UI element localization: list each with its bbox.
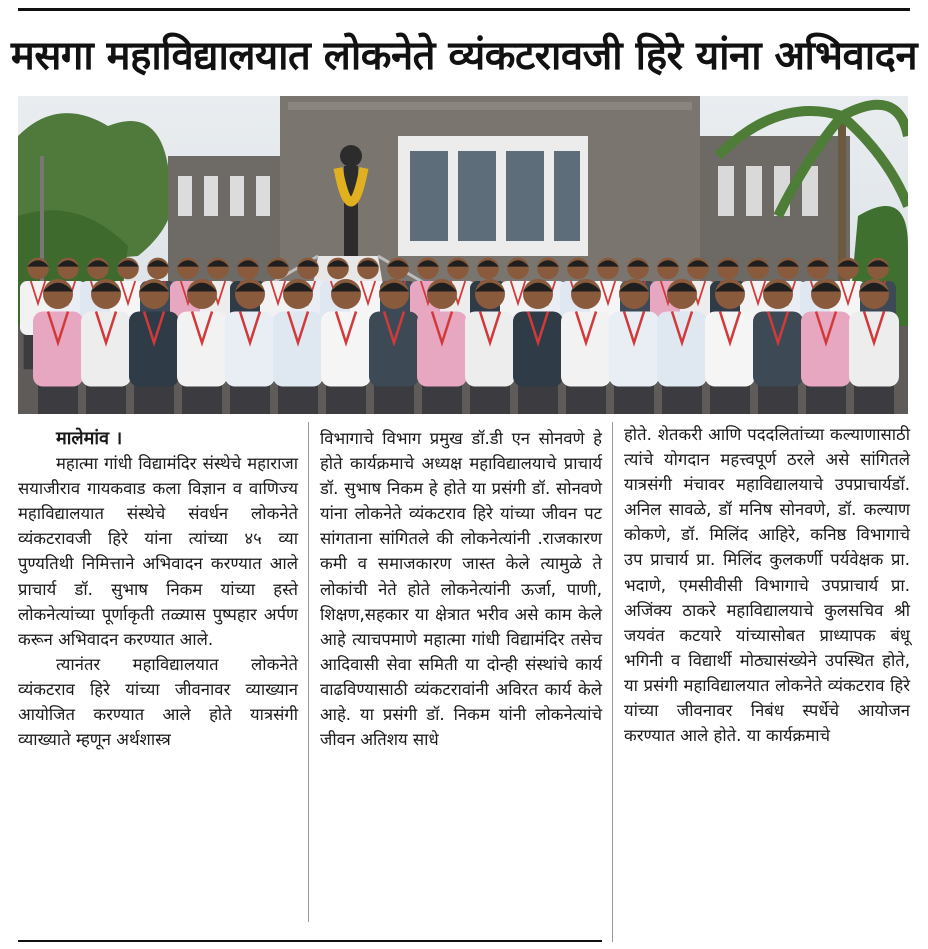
paragraph-1: महात्मा गांधी विद्यामंदिर संस्थेचे महाराजा सयाजीराव गायकवाड कला विज्ञान व वाणिज्य महाविद्यालयात संस्थेचे संवर्धन लोकनेते व्यंकटरावजी हिरे यांना त्यांच्या ४५ व्या पुण्यतिथी निमित्ताने अभिवादन करण्यात आले प्राचार्य डॉ. सुभाष निकम यांच्या हस्ते लोकनेत्यांच्या पूर्णाकृती तळ्यास पुष्पहार अर्पण करून अभिवादन करण्यात आले. <box>18 454 298 649</box>
group-photo <box>18 96 908 414</box>
paragraph-3: विभागाचे विभाग प्रमुख डॉ.डी एन सोनवणे हे होते कार्यक्रमाचे अध्यक्ष महाविद्यालयाचे प्राचार्य डॉ. सुभाष निकम हे होते या प्रसंगी डॉ. सोनवणे यांना लोकनेते व्यंकटराव हिरे यांच्या जीवन पट सांगताना सांगितले की लोकनेत्यांनी .राजकारण कमी व समाजकारण जास्त केले त्यामुळे ते लोकांची नेते होते लोकनेत्यांनी ऊर्जा, पाणी, शिक्षण,सहकार या क्षेत्रात भरीव असे काम केले आहे त्याचपमाणे महात्मा गांधी विद्यामंदिर तसेच आदिवासी सेवा समिती या दोन्ही संस्थांचे कार्य वाढविण्यासाठी व्यंकटरावांनी अविरत कार्य केले आहे. या प्रसंगी डॉ. निकम यांनी लोकनेत्यांचे जीवन अतिशय साधे <box>320 429 602 750</box>
headline: मसगा महाविद्यालयात लोकनेते व्यंकटरावजी हिरे यांना अभिवादन <box>10 33 918 79</box>
article-column-1 <box>18 426 298 752</box>
bottom-rule <box>18 940 602 942</box>
article-column-2 <box>320 426 602 752</box>
group-photo-image <box>18 96 908 414</box>
dateline: मालेमांव । <box>56 428 123 449</box>
paragraph-2: त्यानंतर महाविद्यालयात लोकनेते व्यंकटराव हिरे यांच्या जीवनावर व्याख्यान आयोजित करण्यात आले होते यात्रसंगी व्याख्याते म्हणून अर्थशास्त्र <box>18 654 298 750</box>
article-column-3 <box>624 422 910 748</box>
paragraph-4: होते. शेतकरी आणि पददलितांच्या कल्याणासाठी त्यांचे योगदान महत्त्वपूर्ण ठरले असे सांगितले यात्रसंगी मंचावर महाविद्यालयाचे उपप्राचार्यडॉ. अनिल सावळे, डॉ मनिष सोनवणे, डॉ. कल्याण कोकणे, डॉ. मिलिंद आहिरे, कनिष्ठ विभागाचे उप प्राचार्य प्रा. मिलिंद कुलकर्णी पर्यवेक्षक प्रा. भदाणे, एमसीवीसी विभागाचे उपप्राचार्य प्रा. अजिंक्य ठाकरे महाविद्यालयाचे कुलसचिव श्री जयवंत कटयारे यांच्यासोबत प्राध्यापक बंधू भगिनी व विद्यार्थी मोठ्यासंख्येने उपस्थित होते, या प्रसंगी महाविद्यालयात लोकनेते व्यंकटराव हिरे यांच्या जीवनावर निबंध स्पर्धेचे आयोजन करण्यात आले होते. या कार्यक्रमाचे <box>624 425 910 746</box>
column-divider <box>308 422 309 922</box>
column-divider <box>612 422 613 942</box>
top-rule <box>18 8 910 11</box>
